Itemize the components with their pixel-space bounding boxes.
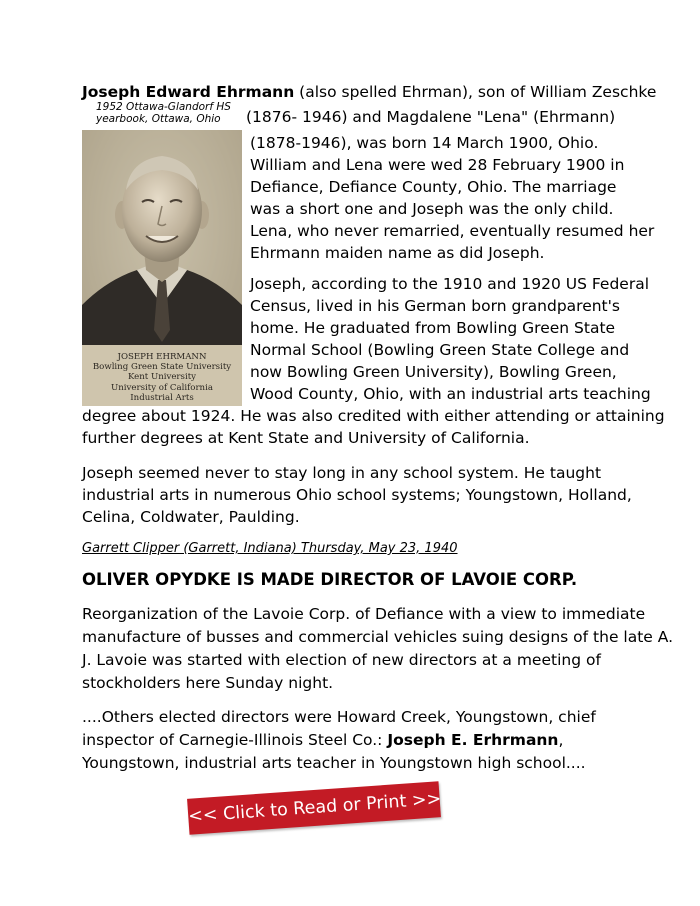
p1-line-7: Lena, who never remarried, eventually resumed her <box>250 222 655 240</box>
highlighted-name: Joseph E. Erhrmann <box>387 731 559 749</box>
p3-line-2: industrial arts in numerous Ohio school systems; Youngstown, Holland, <box>82 486 632 504</box>
photo-source-caption: 1952 Ottawa-Glandorf HS yearbook, Ottawa, Ohio <box>96 101 231 125</box>
p2-line-3: home. He graduated from Bowling Green State <box>250 319 616 337</box>
p1-line-6: was a short one and Joseph was the only child. <box>250 200 614 218</box>
p2-line-4: Normal School (Bowling Green State College and <box>250 341 630 359</box>
p4-line-2: manufacture of busses and commercial vehicles suing designs of the late A. <box>82 628 674 646</box>
p2-line-8: further degrees at Kent State and University of California. <box>82 429 530 447</box>
p1-line-1: Joseph Edward Ehrmann (also spelled Ehrman), son of William Zeschke <box>82 83 657 101</box>
p1-line-2: (1876- 1946) and Magdalene "Lena" (Ehrmann) <box>246 108 616 126</box>
subject-name: Joseph Edward Ehrmann <box>82 83 295 101</box>
p1-line-5: Defiance, Defiance County, Ohio. The marriage <box>250 178 617 196</box>
p1-line-4: William and Lena were wed 28 February 1900 in <box>250 156 625 174</box>
p2-line-7: degree about 1924. He was also credited with either attending or attaining <box>82 407 665 425</box>
article-headline: OLIVER OPYDKE IS MADE DIRECTOR OF LAVOIE CORP. <box>82 570 578 589</box>
p4-line-1: Reorganization of the Lavoie Corp. of Defiance with a view to immediate <box>82 605 646 623</box>
p3-line-1: Joseph seemed never to stay long in any school system. He taught <box>82 464 602 482</box>
p5-line-3: Youngstown, industrial arts teacher in Youngstown high school.... <box>82 754 586 772</box>
p2-line-5: now Bowling Green University), Bowling Green, <box>250 363 617 381</box>
portrait-photo <box>82 130 242 406</box>
p5-line-2: inspector of Carnegie-Illinois Steel Co.: Joseph E. Erhrmann, <box>82 731 564 749</box>
p1-line-8: Ehrmann maiden name as did Joseph. <box>250 244 545 262</box>
read-or-print-button[interactable]: << Click to Read or Print >> <box>187 781 441 834</box>
photo-yearbook-text: JOSEPH EHRMANN Bowling Green State University Kent University University of California Industrial Arts <box>92 352 232 403</box>
p1-line-3: (1878-1946), was born 14 March 1900, Ohio. <box>250 134 599 152</box>
p5-line-1: ....Others elected directors were Howard Creek, Youngstown, chief <box>82 708 596 726</box>
p2-line-6: Wood County, Ohio, with an industrial arts teaching <box>250 385 651 403</box>
p4-line-4: stockholders here Sunday night. <box>82 674 334 692</box>
newspaper-source: Garrett Clipper (Garrett, Indiana) Thursday, May 23, 1940 <box>82 541 458 556</box>
p4-line-3: J. Lavoie was started with election of new directors at a meeting of <box>82 651 601 669</box>
p2-line-1: Joseph, according to the 1910 and 1920 US Federal <box>250 275 649 293</box>
p2-line-2: Census, lived in his German born grandparent's <box>250 297 620 315</box>
p3-line-3: Celina, Coldwater, Paulding. <box>82 508 300 526</box>
